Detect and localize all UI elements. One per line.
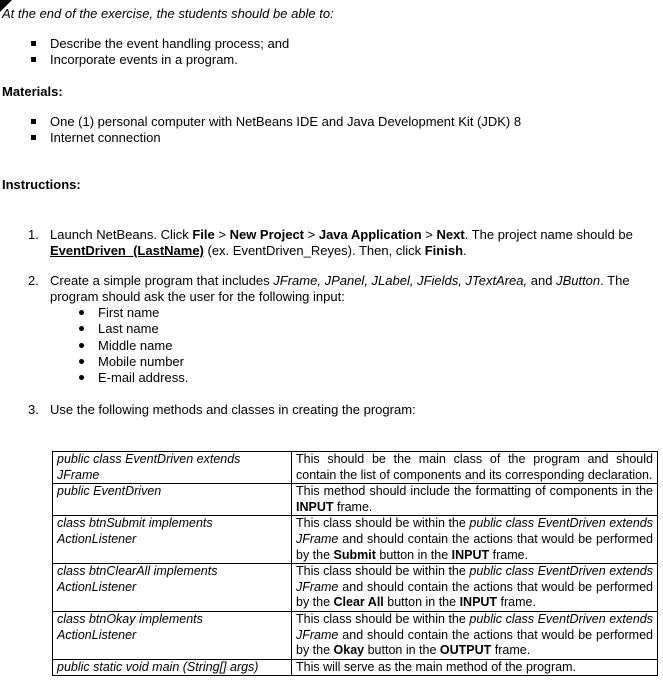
finish-text: Finish	[424, 243, 464, 258]
description-cell: This class should be within the public class EventDriven extends JFrame and should contain the actions that would be performed by the Clear All button in the INPUT frame.	[292, 564, 658, 612]
method-cell: class btnClearAll implements ActionListener	[53, 564, 292, 612]
objective-item: Incorporate events in a program.	[50, 52, 238, 67]
file-menu-text: File	[192, 227, 215, 242]
objective-item: Describe the event handling process; and	[50, 36, 290, 51]
bullet-square	[31, 57, 36, 62]
table-row	[53, 452, 658, 484]
bullet-dot	[79, 359, 84, 364]
method-cell: public class EventDriven extends JFrame	[53, 452, 292, 484]
method-cell: public static void main (String[] args)	[53, 659, 292, 676]
input-item: First name	[98, 305, 160, 320]
bullet-square	[31, 41, 36, 46]
step-number: 2.	[28, 273, 39, 288]
material-item: One (1) personal computer with NetBeans IDE and Java Development Kit (JDK) 8	[50, 114, 522, 129]
input-item: Middle name	[98, 338, 173, 353]
instructions-heading: Instructions:	[2, 177, 81, 192]
bullet-square	[31, 135, 36, 140]
bullet-dot	[79, 343, 84, 348]
method-cell: class btnSubmit implements ActionListener	[53, 516, 292, 564]
bullet-square	[31, 119, 36, 124]
description-cell: This class should be within the public class EventDriven extends JFrame and should contain the actions that would be performed by the Submit button in the INPUT frame.	[292, 516, 658, 564]
methods-table	[52, 451, 658, 676]
project-name: EventDriven_(LastName)	[50, 243, 204, 258]
step1-line2: EventDriven_(LastName) (ex. EventDriven_Reyes). Then, click Finish.	[50, 243, 467, 258]
method-cell: public EventDriven	[53, 484, 292, 516]
input-item: Last name	[98, 321, 159, 336]
material-item: Internet connection	[50, 130, 161, 145]
next-text: Next	[436, 227, 465, 242]
table-row	[53, 659, 658, 676]
bullet-dot	[79, 375, 84, 380]
description-cell: This should be the main class of the program and should contain the list of components and its corresponding declaration.	[292, 452, 658, 484]
step3-text: Use the following methods and classes in creating the program:	[50, 402, 416, 417]
description-cell: This method should include the formatting of components in the INPUT frame.	[292, 484, 658, 516]
description-cell: This class should be within the public class EventDriven extends JFrame and should contain the actions that would be performed by the Okay button in the OUTPUT frame.	[292, 611, 658, 659]
table-row	[53, 611, 658, 659]
table-row	[53, 484, 658, 516]
step2-line1: Create a simple program that includes JFrame, JPanel, JLabel, JFields, JTextArea, and JButton. The	[50, 273, 630, 288]
new-project-text: New Project	[229, 227, 305, 242]
input-item: Mobile number	[98, 354, 184, 369]
input-item: E-mail address.	[98, 370, 189, 385]
step-number: 3.	[28, 402, 39, 417]
bullet-dot	[79, 326, 84, 331]
java-app-text: Java Application	[318, 227, 422, 242]
table-row	[53, 564, 658, 612]
intro-text: At the end of the exercise, the students should be able to:	[2, 6, 334, 21]
bullet-dot	[79, 310, 84, 315]
step2-line2: program should ask the user for the following input:	[50, 289, 345, 304]
materials-heading: Materials:	[2, 84, 63, 99]
method-cell: class btnOkay implements ActionListener	[53, 611, 292, 659]
table-row	[53, 516, 658, 564]
step-number: 1.	[28, 227, 39, 242]
step1-line1: Launch NetBeans. Click File > New Project > Java Application > Next. The project name should be	[50, 227, 633, 242]
description-cell: This will serve as the main method of the program.	[292, 659, 658, 676]
